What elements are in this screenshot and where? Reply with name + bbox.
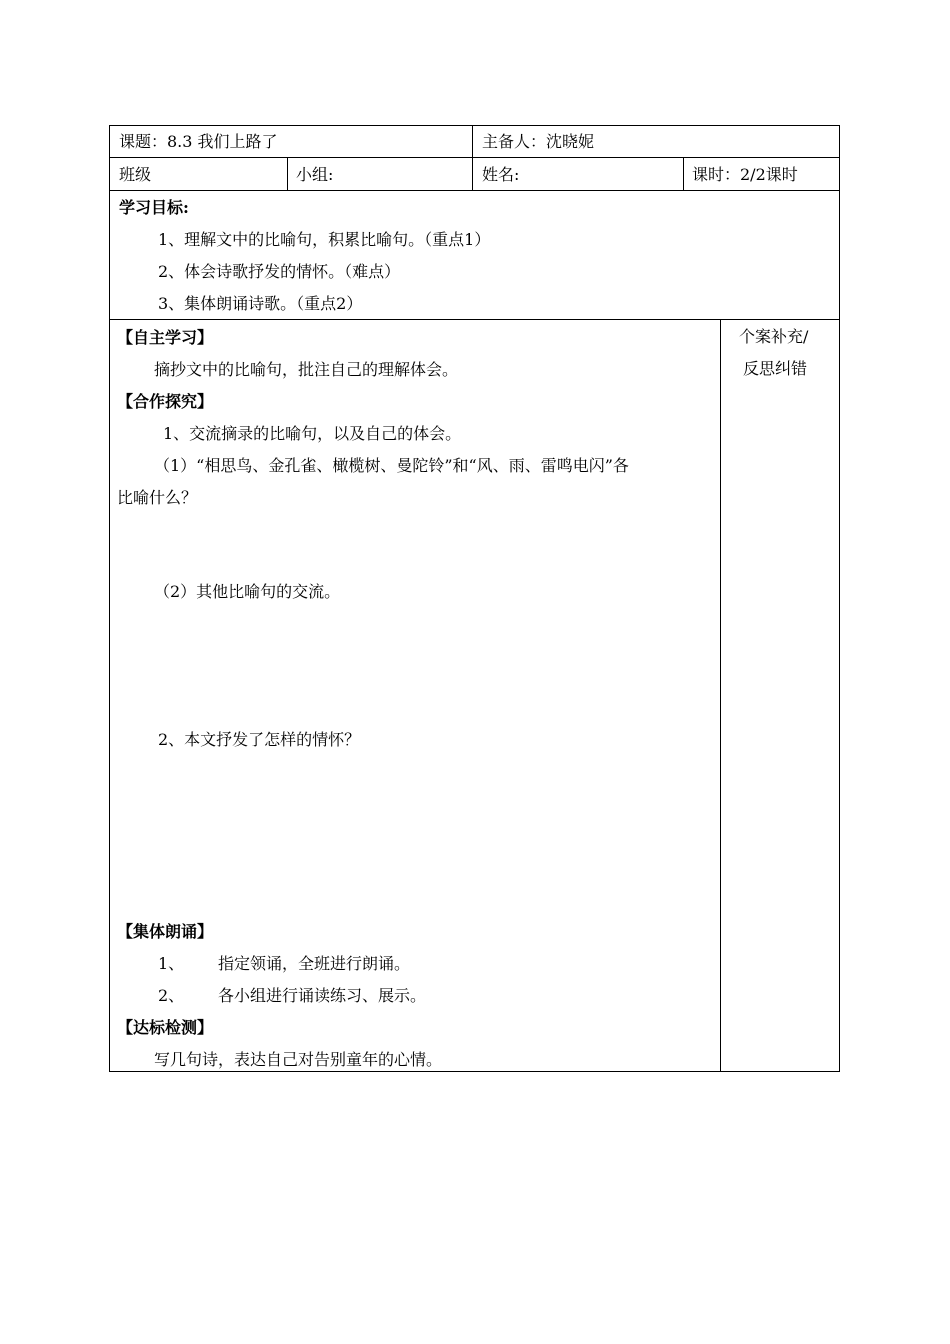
cooperation-title: 【合作探究】 <box>117 392 214 411</box>
lesson-topic: 课题：8.3 我们上路了 <box>119 132 278 151</box>
cooperation-question-2: 2、本文抒发了怎样的情怀？ <box>158 730 361 749</box>
recitation-item-text: 指定领诵，全班进行朗诵。 <box>218 954 411 973</box>
class-field-label: 班级 <box>119 165 152 184</box>
objective-item: 3、集体朗诵诗歌。（重点2） <box>158 294 363 313</box>
col-divider-period <box>683 157 684 190</box>
cooperation-subquestion-2: （2）其他比喻句的交流。 <box>154 582 341 601</box>
objective-item: 2、体会诗歌抒发的情怀。（难点） <box>158 262 401 281</box>
lesson-preparer: 主备人：沈晓妮 <box>482 132 595 151</box>
cooperation-question-1: 1、交流摘录的比喻句，以及自己的体会。 <box>163 424 462 443</box>
assessment-text: 写几句诗，表达自己对告别童年的心情。 <box>154 1050 443 1069</box>
row-divider-2 <box>109 190 840 191</box>
group-field-label: 小组: <box>296 165 334 184</box>
recitation-item-number: 2、 <box>158 986 185 1005</box>
col-divider-group <box>287 157 288 190</box>
side-column-heading-line1: 个案补充/ <box>739 327 809 346</box>
side-column-heading-line2: 反思纠错 <box>743 359 808 378</box>
col-divider-preparer <box>472 125 473 190</box>
cooperation-subquestion-1: （1）“相思鸟、金孔雀、橄榄树、曼陀铃”和“风、雨、雷鸣电闪”各 <box>154 456 629 475</box>
objectives-title: 学习目标: <box>119 198 189 217</box>
recitation-title: 【集体朗诵】 <box>117 922 214 941</box>
row-divider-3 <box>109 319 840 320</box>
row-divider-1 <box>109 157 840 158</box>
self-study-title: 【自主学习】 <box>117 328 214 347</box>
self-study-text: 摘抄文中的比喻句，批注自己的理解体会。 <box>154 360 459 379</box>
recitation-item-number: 1、 <box>158 954 185 973</box>
name-field-label: 姓名: <box>482 165 520 184</box>
recitation-item-text: 各小组进行诵读练习、展示。 <box>218 986 427 1005</box>
period-field-label: 课时：2/2课时 <box>692 165 798 184</box>
cooperation-subquestion-1-cont: 比喻什么？ <box>117 488 198 507</box>
objective-item: 1、理解文中的比喻句，积累比喻句。（重点1） <box>158 230 491 249</box>
assessment-title: 【达标检测】 <box>117 1018 214 1037</box>
col-divider-side <box>720 319 721 1072</box>
